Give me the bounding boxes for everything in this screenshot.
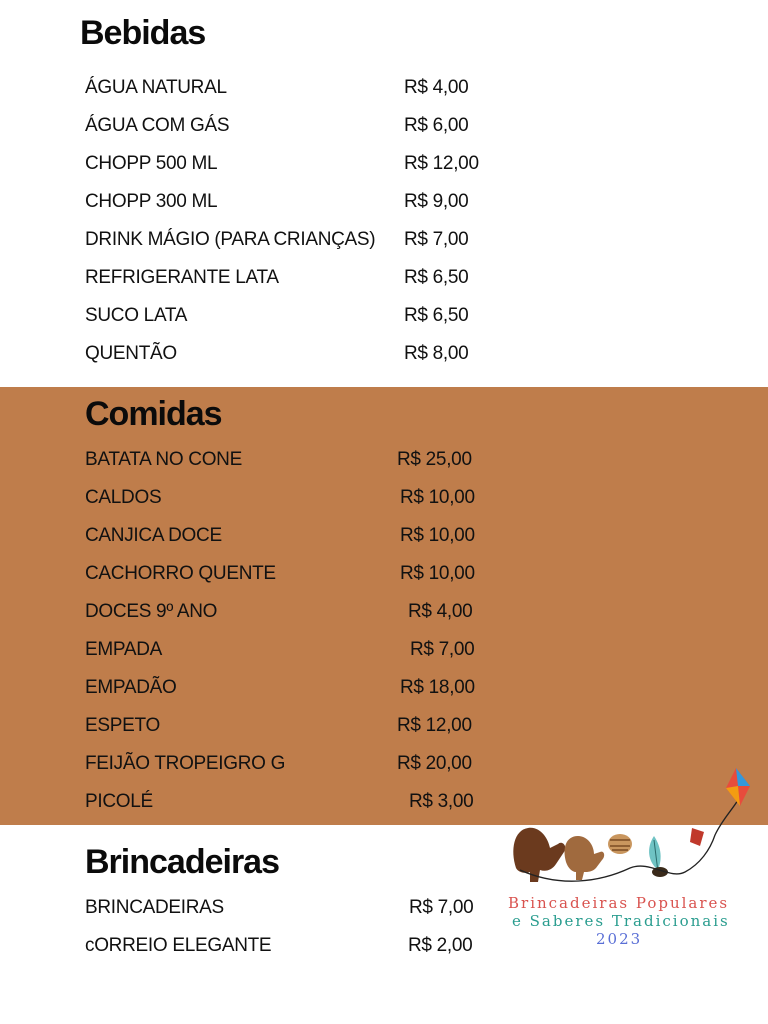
item-price: R$ 4,00 [408, 601, 473, 622]
item-price: R$ 6,50 [404, 267, 469, 288]
list-item [0, 935, 560, 965]
comidas-heading: Comidas [85, 395, 222, 433]
item-price: R$ 12,00 [404, 153, 479, 174]
list-item [0, 639, 560, 669]
item-price: R$ 10,00 [400, 487, 475, 508]
item-price: R$ 18,00 [400, 677, 475, 698]
item-name: PICOLÉ [85, 791, 153, 812]
item-name: EMPADÃO [85, 677, 177, 698]
bebidas-section [0, 0, 768, 387]
hand-icon [565, 836, 605, 880]
item-price: R$ 2,00 [408, 935, 473, 956]
list-item [0, 563, 560, 593]
list-item [0, 449, 560, 479]
item-price: R$ 6,00 [404, 115, 469, 136]
logo-line2: e Saberes Tradicionais [512, 912, 730, 930]
item-name: ÁGUA COM GÁS [85, 115, 230, 136]
item-name: CALDOS [85, 487, 162, 508]
item-price: R$ 3,00 [409, 791, 474, 812]
item-price: R$ 10,00 [400, 563, 475, 584]
list-item [0, 525, 560, 555]
item-name: CANJICA DOCE [85, 525, 222, 546]
list-item [0, 153, 560, 183]
item-name: ESPETO [85, 715, 160, 736]
list-item [0, 229, 560, 259]
item-name: DOCES 9º ANO [85, 601, 218, 622]
bebidas-heading: Bebidas [80, 14, 206, 52]
drum-icon [608, 834, 632, 854]
item-name: DRINK MÁGIO (PARA CRIANÇAS) [85, 229, 376, 250]
item-name: QUENTÃO [85, 343, 177, 364]
item-price: R$ 4,00 [404, 77, 469, 98]
list-item [0, 191, 560, 221]
item-price: R$ 8,00 [404, 343, 469, 364]
list-item [0, 677, 560, 707]
feather-icon [649, 836, 668, 877]
item-name: CACHORRO QUENTE [85, 563, 276, 584]
item-name: CHOPP 300 ML [85, 191, 218, 212]
item-name: ÁGUA NATURAL [85, 77, 227, 98]
item-price: R$ 20,00 [397, 753, 472, 774]
list-item [0, 343, 560, 373]
hand-icon [513, 828, 565, 882]
item-name: EMPADA [85, 639, 163, 660]
list-item [0, 305, 560, 335]
list-item [0, 753, 560, 783]
item-name: BRINCADEIRAS [85, 897, 224, 918]
item-name: cORREIO ELEGANTE [85, 935, 272, 956]
list-item [0, 715, 560, 745]
item-price: R$ 12,00 [397, 715, 472, 736]
item-price: R$ 25,00 [397, 449, 472, 470]
item-price: R$ 10,00 [400, 525, 475, 546]
item-price: R$ 7,00 [404, 229, 469, 250]
list-item [0, 601, 560, 631]
logo-line1: Brincadeiras Populares [508, 894, 730, 912]
list-item [0, 115, 560, 145]
item-name: SUCO LATA [85, 305, 188, 326]
list-item [0, 897, 560, 927]
list-item [0, 77, 560, 107]
item-price: R$ 6,50 [404, 305, 469, 326]
item-name: BATATA NO CONE [85, 449, 242, 470]
item-price: R$ 9,00 [404, 191, 469, 212]
logo-line3: 2023 [596, 930, 643, 948]
brincadeiras-heading: Brincadeiras [85, 843, 279, 881]
item-price: R$ 7,00 [410, 639, 475, 660]
event-logo [500, 760, 760, 960]
item-name: REFRIGERANTE LATA [85, 267, 279, 288]
list-item [0, 267, 560, 297]
item-price: R$ 7,00 [409, 897, 474, 918]
item-name: FEIJÃO TROPEIGRO G [85, 753, 286, 774]
list-item [0, 791, 560, 821]
item-name: CHOPP 500 ML [85, 153, 218, 174]
list-item [0, 487, 560, 517]
kite-icon [726, 768, 750, 806]
